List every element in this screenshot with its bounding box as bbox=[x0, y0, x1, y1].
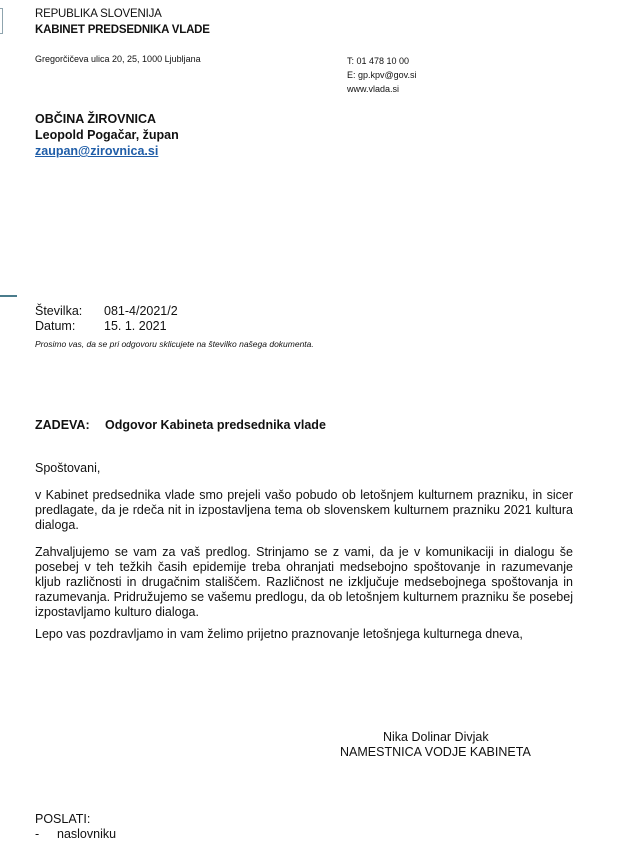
recipient-organization: OBČINA ŽIROVNICA bbox=[35, 112, 157, 126]
fold-mark-rule bbox=[0, 295, 17, 297]
contact-block bbox=[347, 54, 417, 96]
document-number-row bbox=[35, 304, 178, 318]
reference-note: Prosimo vas, da se pri odgovoru sklicujete na številko našega dokumenta. bbox=[35, 339, 314, 349]
office-address: Gregorčičeva ulica 20, 25, 1000 Ljubljana bbox=[35, 54, 201, 64]
distribution-item bbox=[35, 827, 116, 841]
distribution-label: POSLATI: bbox=[35, 812, 91, 826]
salutation: Spoštovani, bbox=[35, 461, 101, 475]
signatory-name: Nika Dolinar Divjak bbox=[383, 730, 489, 744]
document-date-label: Datum: bbox=[35, 319, 76, 333]
document-date-value: 15. 1. 2021 bbox=[104, 319, 167, 333]
body-paragraph: v Kabinet predsednika vlade smo prejeli vašo pobudo ob letošnjem kulturnem prazniku, in sicer predlagate, da je rdeča nit in izpostavljena tema ob slovenskem kulturnem prazniku 2021 kultura dialoga. bbox=[35, 488, 573, 532]
recipient-person: Leopold Pogačar, župan bbox=[35, 128, 179, 142]
subject-line bbox=[35, 418, 326, 432]
contact-phone: T: 01 478 10 00 bbox=[347, 56, 410, 66]
country-name: REPUBLIKA SLOVENIJA bbox=[35, 8, 162, 20]
recipient-email-link[interactable]: zaupan@zirovnica.si bbox=[35, 144, 159, 158]
subject-text: Odgovor Kabineta predsednika vlade bbox=[105, 418, 326, 432]
document-number-value: 081-4/2021/2 bbox=[104, 304, 178, 318]
distribution-item-text: naslovniku bbox=[57, 827, 117, 841]
document-number-label: Številka: bbox=[35, 304, 83, 318]
contact-website: www.vlada.si bbox=[347, 84, 400, 94]
office-name: KABINET PREDSEDNIKA VLADE bbox=[35, 24, 210, 36]
government-logo-fragment bbox=[0, 8, 3, 34]
contact-email: E: gp.kpv@gov.si bbox=[347, 70, 417, 80]
closing-line: Lepo vas pozdravljamo in vam želimo prijetno praznovanje letošnjega kulturnega dneva, bbox=[35, 627, 523, 641]
signatory-title: NAMESTNICA VODJE KABINETA bbox=[340, 745, 531, 759]
body-paragraph: Zahvaljujemo se vam za vaš predlog. Strinjamo se z vami, da je v komunikaciji in dialogu še posebej v teh težkih časih epidemije treba ohranjati medsebojno spoštovanje in razumevanje kljub različnosti in drugačnim stališčem. Različnost ne izključuje medsebojnega spoštovanja in razumevanja. Pridružujemo se vašemu predlogu, da ob letošnjem kulturnem prazniku še posebej izpostavljamo kulturo dialoga. bbox=[35, 545, 573, 619]
document-date-row bbox=[35, 319, 167, 333]
subject-label: ZADEVA: bbox=[35, 418, 90, 432]
list-bullet: - bbox=[35, 827, 40, 841]
